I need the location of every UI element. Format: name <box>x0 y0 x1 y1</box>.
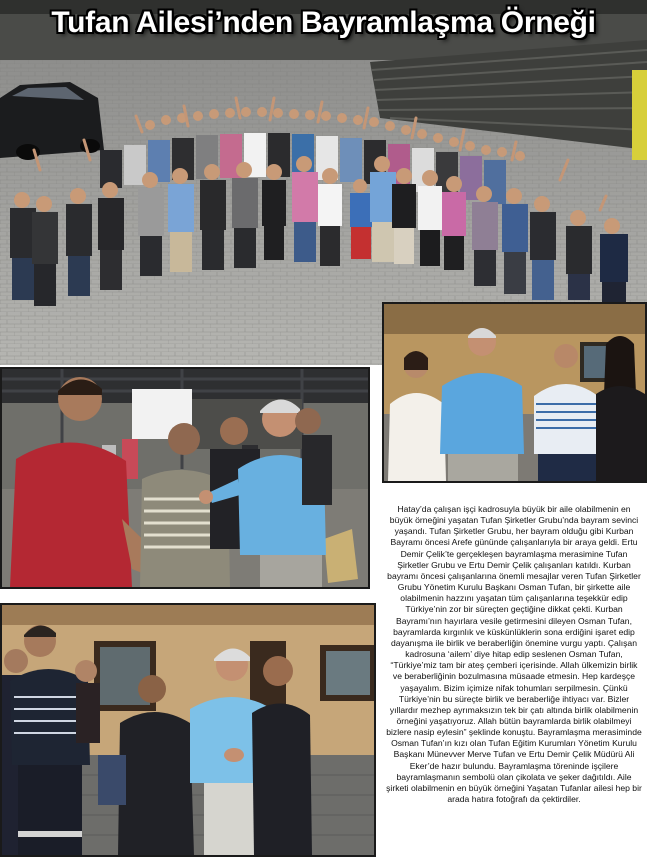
handshake-photo-left <box>0 367 370 589</box>
article-body: Hatay’da çalışan işçi kadrosuyla büyük bir aile olabilmenin en büyük örneğini yaşatan Tufan Şirketler Grubu’nda bayram sevinci yaşandı. Tufan Şirketler Grubu, her bayram olduğu gibi Kurban Bayramı öncesi Arefe gününde çalışanlarıyla bir araya geldi. Ertu Demir Çelik’te gerçekleşen bayramlaşma merasimine Tufan Şirketler Grubu ve Ertu Demir Çelik çalışanları katıldı. Kurban bayramı öncesi çalışanlarına önemli mesajlar veren Tufan Şirketler Grubu Yönetim Kurulu Başkanı Osman Tufan, bir şirkette aile olabilmenin hazzını yaşatan tüm çalışanlarına teşekkür edip Türkiye’nin zor bir süreçten geçtiğine dikkat çekti. Kurban Bayramı’nın hayırlara vesile getirmesini dileyen Osman Tufan, bayramlarda kırgınlık ve küskünlüklerin sona erdiğini işaret edip dayanışma ile birlik ve beraberliğin önemine vurgu yaptı. Çalışan kadrosuna ‘ailem’ diye hitap edip seslenen Osman Tufan, “Türkiye’miz tam bir ateş çemberi içerisinde. Allah ülkemizin birlik ve beraberliğinin bozulmasına müsaade etmesin. Hep kardeşçe yaşayalım. Bizim içimize nifak tohumları serpilmesin. Çünkü Türkiye’nin bu süreçte birlik ve beraberliğe ihtiyacı var. Bizler yıllardır mezhep ayrımaksızın tek bir çatı altında birlik olabilmenin örneğini yaşatıyoruz. Allah bütün bayramlarda birlik olabilmeyi bizlere nasip eylesin” şeklinde konuştu. Bayramlaşma merasiminde Osman Tufan’ın kızı olan Tufan Eğitim Kurumları Yönetim Kurulu Başkanı Münevver Merve Tufan ve Ertu Demir Çelik Müdürü Ali Eker’de hazır bulundu. Bayramlaşma töreninde işçilere bayramlaşmanın sembolü olan çikolata ve şeker dağıtıldı. Aile şirketi olabilmenin en büyük örneğini Yaşatan Tufanlar ailesi hep bir arada hatıra fotoğrafı da çektirdiler. <box>386 504 642 805</box>
headline: Tufan Ailesi’nden Bayramlaşma Örneği <box>51 6 596 39</box>
handshake-photo-bottom <box>0 603 376 857</box>
meeting-photo-right <box>382 302 647 483</box>
